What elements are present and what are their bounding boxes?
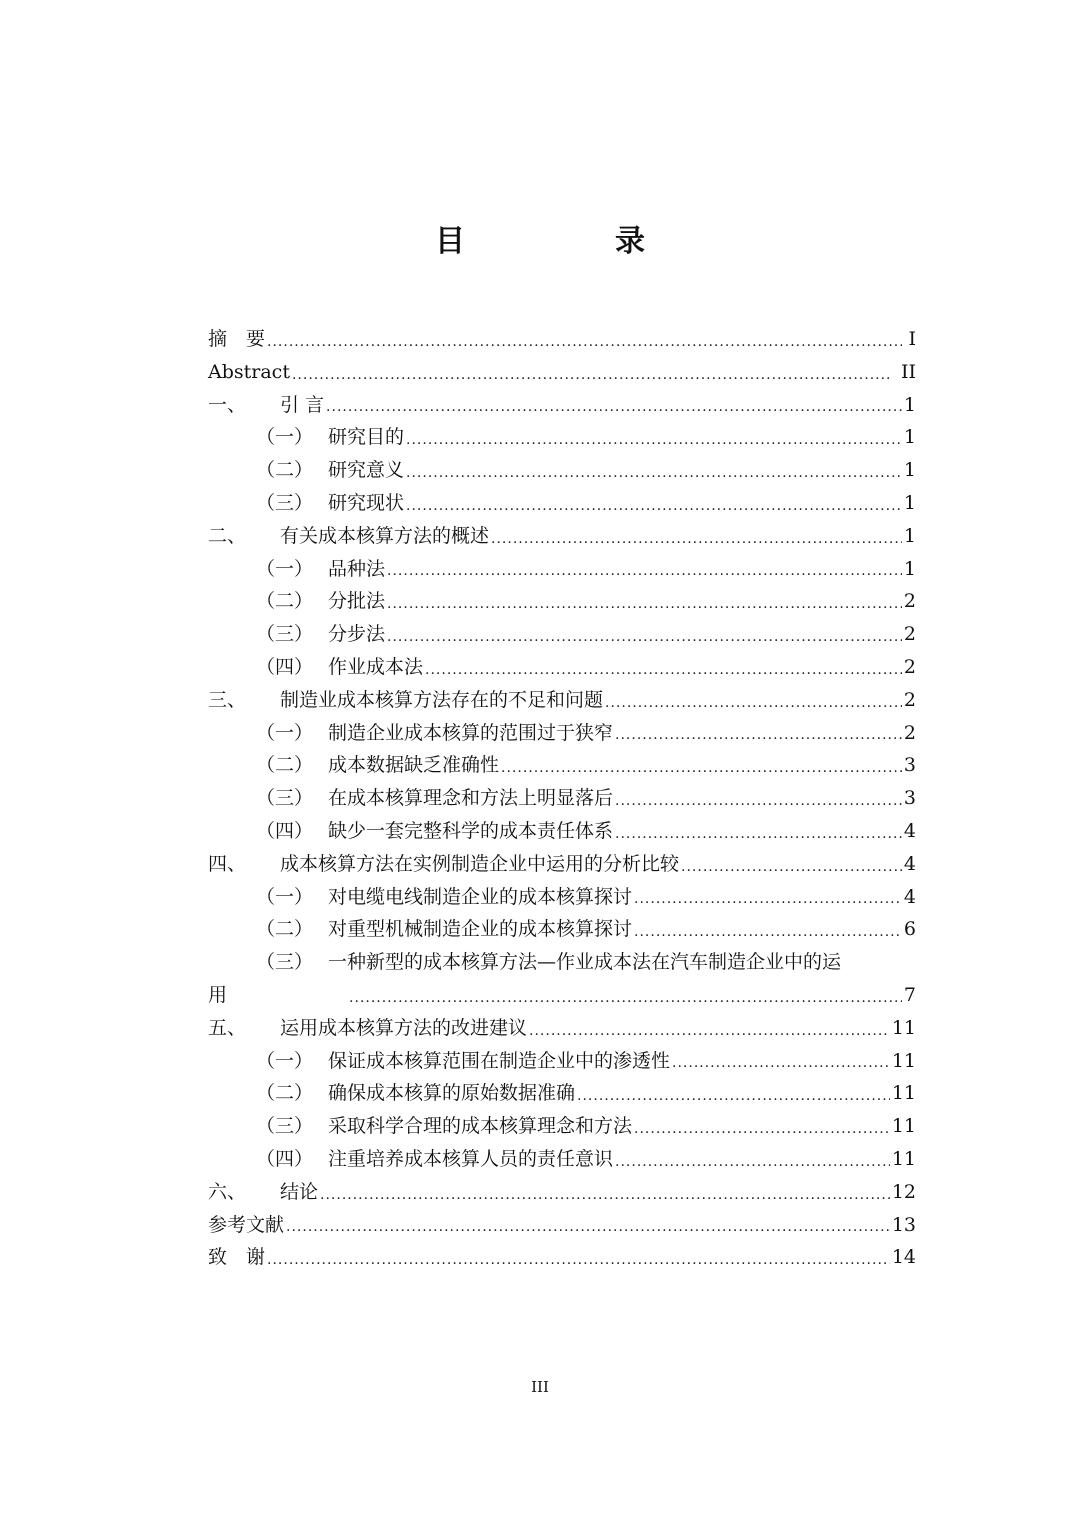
toc-entry-page-number: II xyxy=(900,360,916,383)
toc-entry-number: 摘 要 xyxy=(208,328,266,350)
toc-entry[interactable] xyxy=(208,848,916,881)
toc-entry[interactable] xyxy=(208,389,916,422)
toc-entry-number: （三） xyxy=(256,491,314,514)
toc-entry-number: （二） xyxy=(256,590,314,613)
toc-entry[interactable] xyxy=(208,1012,916,1045)
toc-dot-leader xyxy=(634,885,902,913)
toc-dot-leader xyxy=(615,1148,890,1176)
toc-dot-leader xyxy=(267,1246,890,1274)
toc-dot-leader xyxy=(615,820,902,848)
toc-dot-leader xyxy=(634,918,902,946)
toc-entry[interactable] xyxy=(208,356,916,389)
page-footer-number: III xyxy=(531,1378,549,1396)
toc-dot-leader xyxy=(634,1115,890,1143)
toc-entry-label: 采取科学合理的成本核算理念和方法 xyxy=(328,1115,633,1138)
toc-dot-leader xyxy=(577,1082,890,1110)
toc-entry-number: 二、 xyxy=(208,524,247,547)
toc-entry-page-number: 13 xyxy=(891,1213,916,1236)
toc-entry[interactable] xyxy=(208,946,916,979)
toc-entry-label: 研究现状 xyxy=(328,491,405,514)
toc-entry-label: 对重型机械制造企业的成本核算探讨 xyxy=(328,918,633,941)
toc-entry[interactable] xyxy=(208,421,916,454)
toc-entry-page-number: 4 xyxy=(903,885,916,908)
toc-entry-number: 致 谢 xyxy=(208,1246,266,1269)
toc-entry-number: （一） xyxy=(256,885,314,908)
toc-dot-leader xyxy=(491,525,902,553)
toc-entry-number: （一） xyxy=(256,1049,314,1072)
toc-entry-page-number: 6 xyxy=(903,918,916,941)
toc-entry-page-number: 11 xyxy=(891,1147,916,1170)
toc-dot-leader xyxy=(406,492,902,520)
toc-dot-leader xyxy=(406,426,902,454)
toc-dot-leader xyxy=(615,787,902,815)
toc-entry-page-number: 4 xyxy=(903,819,916,842)
toc-entry-page-number: 11 xyxy=(891,1115,916,1138)
toc-dot-leader xyxy=(406,459,902,487)
toc-entry[interactable] xyxy=(208,1077,916,1110)
toc-entry[interactable] xyxy=(208,1110,916,1143)
toc-entry-number: 六、 xyxy=(208,1180,247,1203)
toc-entry-number: 用 xyxy=(208,983,228,1006)
toc-dot-leader xyxy=(320,1181,890,1209)
toc-entry-page-number: 1 xyxy=(903,393,916,416)
toc-entry[interactable] xyxy=(208,618,916,651)
toc-entry-label: 对电缆电线制造企业的成本核算探讨 xyxy=(328,885,633,908)
toc-entry-page-number: 1 xyxy=(903,426,916,449)
toc-entry-page-number: 1 xyxy=(903,557,916,580)
toc-entry-page-number: 12 xyxy=(891,1180,916,1203)
toc-entry-label: 制造业成本核算方法存在的不足和问题 xyxy=(280,688,604,711)
toc-entry[interactable] xyxy=(208,815,916,848)
toc-entry-number: （四） xyxy=(256,655,314,678)
toc-entry[interactable] xyxy=(208,1241,916,1274)
toc-dot-leader xyxy=(292,361,890,389)
toc-entry-label: 结论 xyxy=(280,1180,319,1203)
toc-entry[interactable] xyxy=(208,913,916,946)
toc-entry-label: 研究意义 xyxy=(328,459,405,482)
toc-dot-leader xyxy=(326,393,902,421)
toc-entry-page-number: 2 xyxy=(903,655,916,678)
toc-entry-label: 引 言 xyxy=(280,393,325,416)
toc-entry-page-number: 7 xyxy=(903,983,916,1006)
toc-entry-page-number: 3 xyxy=(903,754,916,777)
toc-entry-number: （二） xyxy=(256,918,314,941)
toc-entry-number: （一） xyxy=(256,426,314,449)
toc-entry-page-number: 2 xyxy=(903,688,916,711)
toc-entry-page-number: 1 xyxy=(903,524,916,547)
toc-entry[interactable] xyxy=(208,881,916,914)
toc-entry-label: 有关成本核算方法的概述 xyxy=(280,524,490,547)
toc-entry-number: （二） xyxy=(256,459,314,482)
toc-entry-label: 分步法 xyxy=(328,623,386,646)
toc-entry-page-number: 2 xyxy=(903,590,916,613)
toc-entry[interactable] xyxy=(208,520,916,553)
toc-dot-leader xyxy=(387,623,902,651)
toc-entry[interactable] xyxy=(208,1045,916,1078)
page-title: 目 录 xyxy=(435,224,705,259)
toc-dot-leader xyxy=(349,984,902,1012)
toc-entry-number: 参考文献 xyxy=(208,1213,285,1236)
toc-entry-label: 运用成本核算方法的改进建议 xyxy=(280,1016,528,1039)
toc-entry-number: （二） xyxy=(256,754,314,777)
toc-dot-leader xyxy=(425,656,902,684)
toc-entry-page-number: 4 xyxy=(903,852,916,875)
toc-entry-number: （四） xyxy=(256,1147,314,1170)
toc-entry-label: 确保成本核算的原始数据准确 xyxy=(328,1082,576,1105)
toc-dot-leader xyxy=(615,721,902,749)
table-of-contents xyxy=(208,323,916,1274)
toc-dot-leader xyxy=(501,754,902,782)
toc-entry-number: （二） xyxy=(256,1082,314,1105)
toc-dot-leader xyxy=(529,1017,890,1045)
toc-entry[interactable] xyxy=(208,323,916,356)
toc-entry-page-number: 11 xyxy=(891,1049,916,1072)
toc-entry-page-number: 1 xyxy=(903,491,916,514)
toc-entry[interactable] xyxy=(208,684,916,717)
toc-entry-page-number: 2 xyxy=(903,721,916,744)
toc-entry-number: （三） xyxy=(256,1115,314,1138)
toc-entry-page-number: 1 xyxy=(903,459,916,482)
toc-entry-number: 四、 xyxy=(208,852,247,875)
toc-entry[interactable] xyxy=(208,1176,916,1209)
toc-dot-leader xyxy=(267,328,902,356)
toc-entry-page-number: 2 xyxy=(903,623,916,646)
toc-entry-page-number: 14 xyxy=(891,1246,916,1269)
toc-entry-label: 研究目的 xyxy=(328,426,405,449)
toc-entry-number: （三） xyxy=(256,623,314,646)
toc-entry-page-number: I xyxy=(908,328,916,350)
toc-entry-number: （三） xyxy=(256,951,314,974)
toc-entry-label: 作业成本法 xyxy=(328,655,424,678)
toc-entry-label: 成本核算方法在实例制造企业中运用的分析比较 xyxy=(280,852,680,875)
toc-dot-leader xyxy=(286,1213,890,1241)
toc-entry-label: 品种法 xyxy=(328,557,386,580)
toc-entry[interactable] xyxy=(208,651,916,684)
toc-entry-label: 缺少一套完整科学的成本责任体系 xyxy=(328,819,614,842)
toc-entry-label: 一种新型的成本核算方法—作业成本法在汽车制造企业中的运 xyxy=(328,951,842,974)
toc-entry-label: 保证成本核算范围在制造企业中的渗透性 xyxy=(328,1049,671,1072)
toc-dot-leader xyxy=(681,853,902,881)
toc-dot-leader xyxy=(387,590,902,618)
toc-entry-number: 一、 xyxy=(208,393,247,416)
toc-entry[interactable] xyxy=(208,782,916,815)
toc-entry[interactable] xyxy=(208,553,916,586)
toc-entry[interactable] xyxy=(208,585,916,618)
toc-entry-number: 五、 xyxy=(208,1016,247,1039)
toc-entry[interactable] xyxy=(208,717,916,750)
toc-entry-number: （四） xyxy=(256,819,314,842)
toc-entry-label: 成本数据缺乏准确性 xyxy=(328,754,500,777)
toc-entry-label: 在成本核算理念和方法上明显落后 xyxy=(328,787,614,810)
toc-entry-number: （三） xyxy=(256,787,314,810)
toc-dot-leader xyxy=(387,557,902,585)
toc-entry-number: 三、 xyxy=(208,688,247,711)
toc-entry-page-number: 3 xyxy=(903,787,916,810)
toc-entry-number: （一） xyxy=(256,721,314,744)
toc-entry[interactable] xyxy=(208,979,916,1012)
toc-dot-leader xyxy=(605,689,902,717)
toc-entry-number: （一） xyxy=(256,557,314,580)
toc-entry-label: 制造企业成本核算的范围过于狭窄 xyxy=(328,721,614,744)
toc-dot-leader xyxy=(672,1049,890,1077)
toc-entry-number: Abstract xyxy=(208,360,290,383)
toc-entry-page-number: 11 xyxy=(891,1016,916,1039)
toc-entry-label: 分批法 xyxy=(328,590,386,613)
toc-entry[interactable] xyxy=(208,1143,916,1176)
toc-entry[interactable] xyxy=(208,749,916,782)
toc-entry[interactable] xyxy=(208,454,916,487)
toc-entry[interactable] xyxy=(208,487,916,520)
toc-entry-label: 注重培养成本核算人员的责任意识 xyxy=(328,1147,614,1170)
toc-entry-page-number: 11 xyxy=(891,1082,916,1105)
toc-entry[interactable] xyxy=(208,1209,916,1242)
